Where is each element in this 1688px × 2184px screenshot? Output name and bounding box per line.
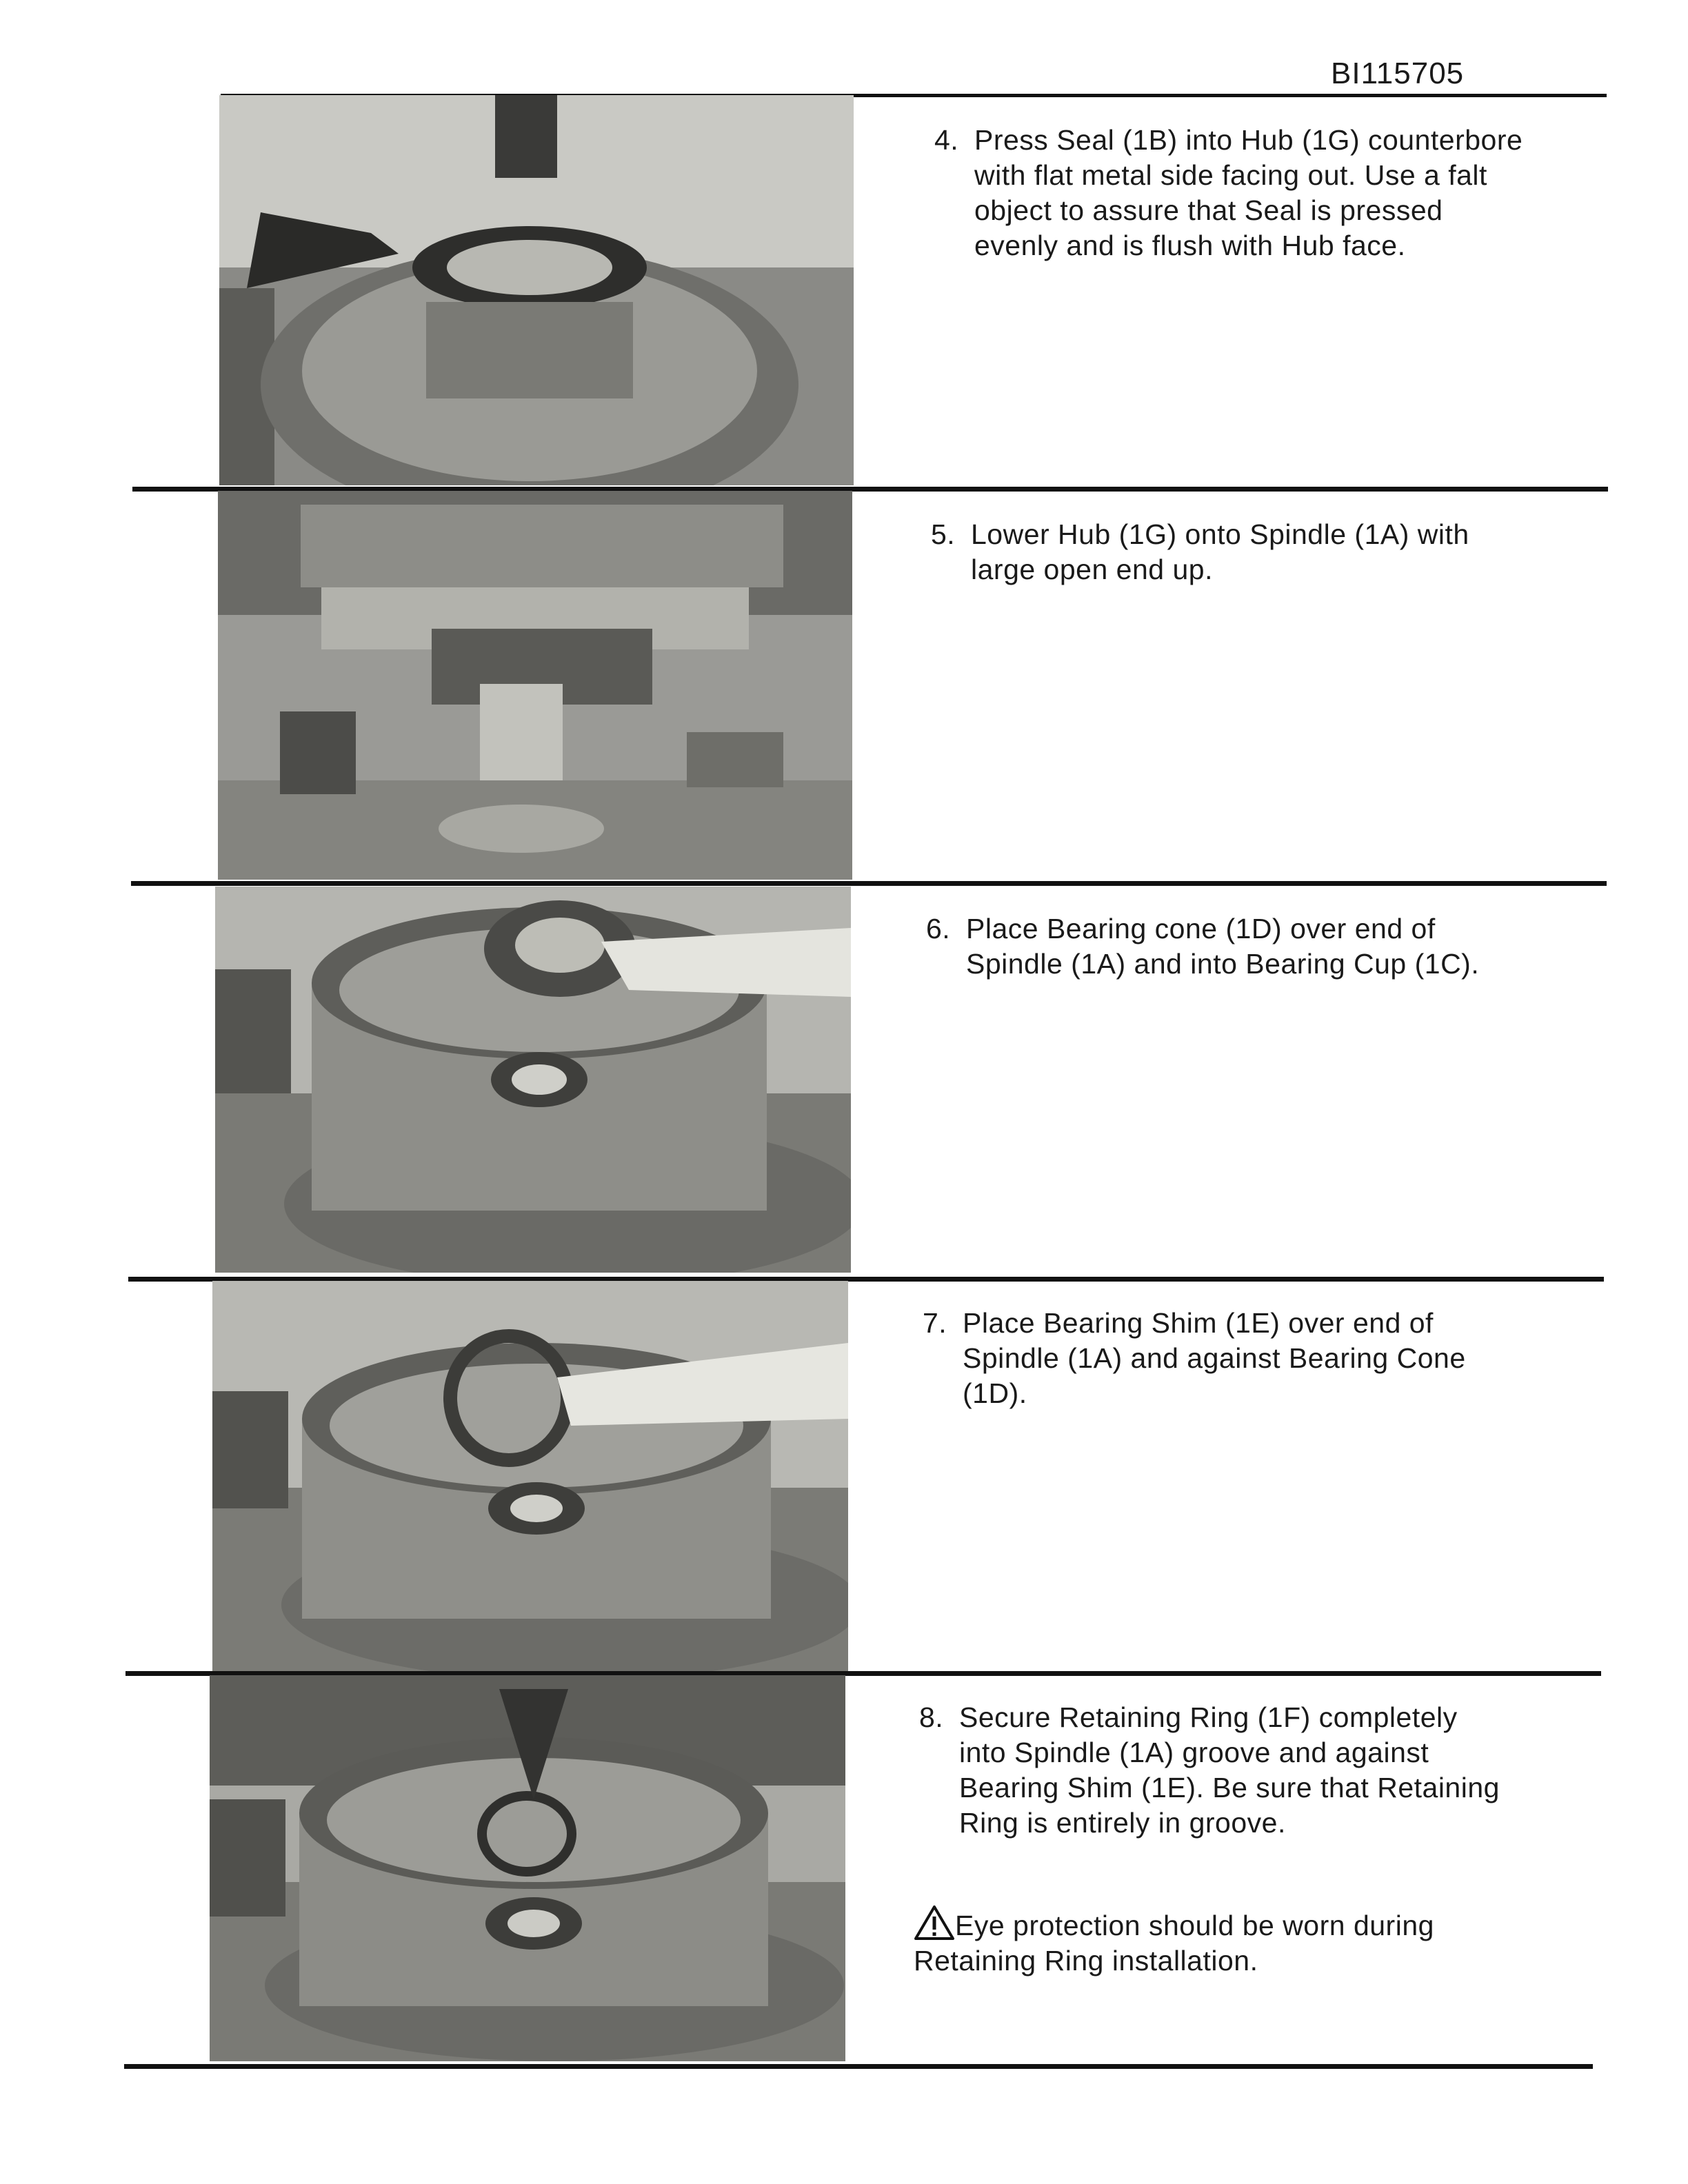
step-number: 7.	[923, 1307, 947, 1339]
step-5	[931, 517, 1607, 587]
step-4	[934, 123, 1610, 263]
step-text: Lower Hub (1G) onto Spindle (1A) with large open end up.	[971, 518, 1469, 585]
seal-press-photo	[219, 95, 854, 485]
step-text: Press Seal (1B) into Hub (1G) counterbore with flat metal side facing out. Use a falt object to assure that Seal is pressed evenly and is flush with Hub face.	[974, 124, 1523, 261]
document-id: BI115705	[1331, 57, 1465, 90]
step-text: Place Bearing cone (1D) over end of Spindle (1A) and into Bearing Cup (1C).	[966, 913, 1480, 980]
step-number: 8.	[919, 1701, 944, 1733]
retaining-ring-photo	[210, 1675, 845, 2061]
step-8	[919, 1700, 1602, 1841]
step-number: 4.	[934, 124, 959, 156]
step-7	[923, 1306, 1598, 1411]
step-divider	[131, 881, 1607, 886]
step-text: Place Bearing Shim (1E) over end of Spindle (1A) and against Bearing Cone (1D).	[963, 1307, 1466, 1409]
step-number: 6.	[926, 913, 951, 944]
step-6	[926, 911, 1602, 982]
eye-protection-warning	[914, 1870, 1434, 1979]
footer-divider	[124, 2064, 1593, 2069]
step-text: Secure Retaining Ring (1F) completely into Spindle (1A) groove and against Bearing Shim (1E). Be sure that Retaining Ring is entirely in groove.	[959, 1701, 1500, 1839]
step-number: 5.	[931, 518, 956, 550]
hub-lowering-photo	[218, 491, 852, 880]
bearing-shim-photo	[212, 1281, 848, 1671]
warning-text: Eye protection should be worn during Retaining Ring installation.	[914, 1910, 1434, 1976]
bearing-cone-photo	[215, 887, 851, 1273]
warning-triangle-icon	[914, 1905, 955, 1941]
